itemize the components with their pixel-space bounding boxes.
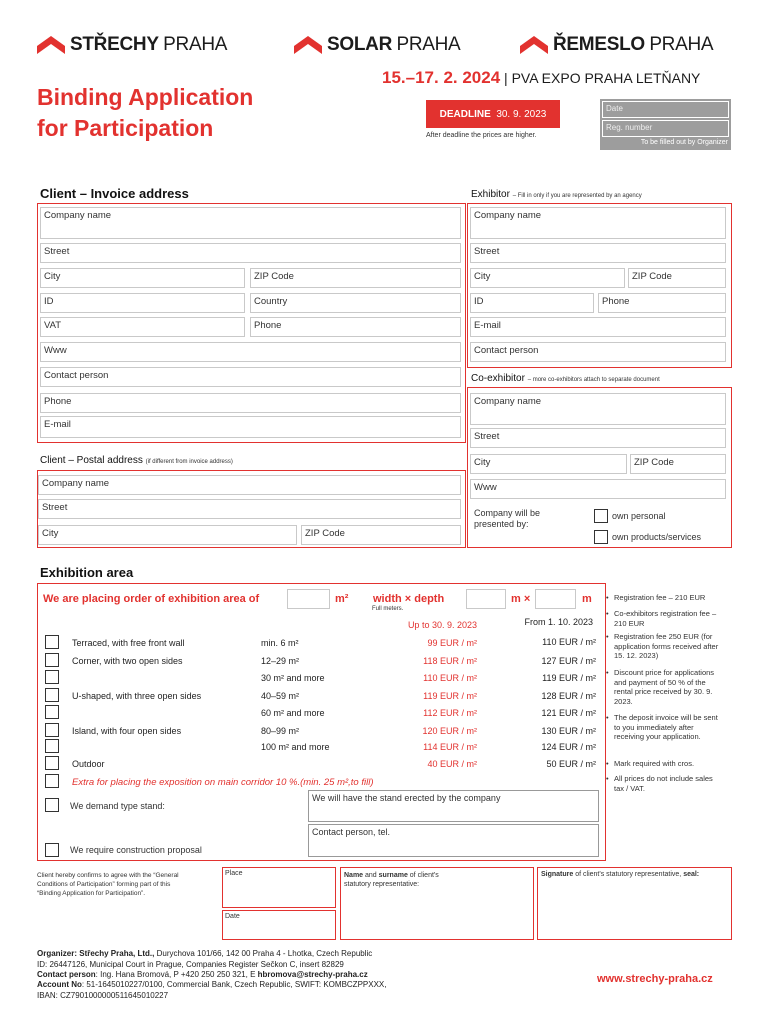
exhibitor-city-field[interactable]: City xyxy=(470,268,625,288)
footer-registration: ID: 26447126, Municipal Court in Prague, Companies Register Sečkon C, insert 82829 xyxy=(37,960,344,969)
client-contact-field[interactable]: Contact person xyxy=(40,367,461,387)
postal-company-field[interactable]: Company name xyxy=(38,475,461,495)
client-invoice-title: Client – Invoice address xyxy=(40,186,189,201)
depth-input[interactable] xyxy=(535,589,576,609)
postal-zip-field[interactable]: ZIP Code xyxy=(301,525,461,545)
exhibitor-zip-field[interactable]: ZIP Code xyxy=(628,268,726,288)
footer-organizer: Organizer: Střechy Praha, Ltd., Durychova 101/66, 142 00 Praha 4 - Lhotka, Czech Republic xyxy=(37,949,373,958)
info-bullet: • Registration fee 250 EUR (for application forms received after 15. 12. 2023) xyxy=(614,632,724,661)
area-m2-input[interactable] xyxy=(287,589,330,609)
client-id-field[interactable]: ID xyxy=(40,293,245,313)
client-zip-field[interactable]: ZIP Code xyxy=(250,268,461,288)
client-country-field[interactable]: Country xyxy=(250,293,461,313)
client-postal-title: Client – Postal address (if different from invoice address) xyxy=(40,455,233,466)
date-sign-field[interactable]: Date xyxy=(222,910,336,940)
client-city-field[interactable]: City xyxy=(40,268,245,288)
construction-proposal-label: We require construction proposal xyxy=(70,845,202,855)
logo-solar: SOLAR PRAHA xyxy=(294,34,460,56)
island-80-99-checkbox[interactable] xyxy=(45,723,59,737)
exhibitor-phone-field[interactable]: Phone xyxy=(598,293,726,313)
order-area-label: We are placing order of exhibition area of xyxy=(43,593,260,605)
client-email-field[interactable]: E-mail xyxy=(40,416,461,438)
client-street-field[interactable]: Street xyxy=(40,243,461,263)
footer-contact: Contact person: Ing. Hana Bromová, P +420 250 250 321, E hbromova@strechy-praha.cz xyxy=(37,970,368,979)
deadline-badge: DEADLINE 30. 9. 2023 xyxy=(426,100,560,128)
corridor-extra-label: Extra for placing the exposition on main corridor 10 %.(min. 25 m²,to fill) xyxy=(72,777,374,788)
footer-account: Account No: 51-1645010227/0100, Commercial Bank, Czech Republic, SWIFT: KOMBCZPPXXX, xyxy=(37,980,387,989)
corner-30-checkbox[interactable] xyxy=(45,670,59,684)
signature-field[interactable]: Signature of client's statutory representative, seal: xyxy=(537,867,732,940)
coexhibitor-zip-field[interactable]: ZIP Code xyxy=(630,454,726,474)
width-input[interactable] xyxy=(466,589,506,609)
confirm-text: Client hereby confirms to agree with the “General Conditions of Participation” forming part of this “Binding Application for Participation”. xyxy=(37,872,179,897)
roof-logo-icon xyxy=(520,35,548,55)
outdoor-checkbox[interactable] xyxy=(45,756,59,770)
width-depth-label: width × depth xyxy=(373,593,445,605)
terraced-checkbox[interactable] xyxy=(45,635,59,649)
corner-12-29-checkbox[interactable] xyxy=(45,653,59,667)
info-bullet: • The deposit invoice will be sent to you immediately after receiving your application. xyxy=(614,713,724,742)
corridor-extra-checkbox[interactable] xyxy=(45,774,59,788)
type-stand-label: We demand type stand: xyxy=(70,801,165,811)
coexhibitor-company-field[interactable]: Company name xyxy=(470,393,726,425)
info-bullet: • Co-exhibitors registration fee – 210 EUR xyxy=(614,609,724,628)
contact-email-link[interactable]: hbromova@strechy-praha.cz xyxy=(257,970,368,979)
postal-street-field[interactable]: Street xyxy=(38,499,461,519)
island-100-checkbox[interactable] xyxy=(45,739,59,753)
stand-contact-field[interactable]: Contact person, tel. xyxy=(308,824,599,857)
exhibitor-email-field[interactable]: E-mail xyxy=(470,317,726,337)
event-dates: 15.–17. 2. 2024 | PVA EXPO PRAHA LETŇANY xyxy=(382,68,701,87)
construction-proposal-checkbox[interactable] xyxy=(45,843,59,857)
client-www-field[interactable]: Www xyxy=(40,342,461,362)
info-bullet: • Mark required with cros. xyxy=(614,759,724,769)
place-field[interactable]: Place xyxy=(222,867,336,908)
exhibitor-title: Exhibitor – Fill in only if you are represented by an agency xyxy=(471,189,642,200)
own-products-label: own products/services xyxy=(612,532,702,542)
coexhibitor-street-field[interactable]: Street xyxy=(470,428,726,448)
client-phone-top-field[interactable]: Phone xyxy=(250,317,461,337)
exhibitor-id-field[interactable]: ID xyxy=(470,293,594,313)
client-vat-field[interactable]: VAT xyxy=(40,317,245,337)
own-personal-checkbox[interactable] xyxy=(594,509,608,523)
info-bullet: • Registration fee – 210 EUR xyxy=(614,593,724,603)
client-phone-field[interactable]: Phone xyxy=(40,393,461,413)
exhibitor-contact-field[interactable]: Contact person xyxy=(470,342,726,362)
own-products-checkbox[interactable] xyxy=(594,530,608,544)
col-header-from: From 1. 10. 2023 xyxy=(524,617,593,627)
logo-strechy: STŘECHY PRAHA xyxy=(37,34,227,56)
exhibitor-street-field[interactable]: Street xyxy=(470,243,726,263)
stand-company-field[interactable]: We will have the stand erected by the company xyxy=(308,790,599,822)
coexhibitor-title: Co-exhibitor – more co-exhibitors attach to separate document xyxy=(471,373,660,384)
own-personal-label: own personal xyxy=(612,511,666,521)
postal-city-field[interactable]: City xyxy=(38,525,297,545)
info-bullet: • Discount price for applications and payment of 50 % of the rental price received by 30. 9. 2023. xyxy=(614,668,724,706)
date-field[interactable]: Date xyxy=(602,101,729,118)
coexhibitor-city-field[interactable]: City xyxy=(470,454,627,474)
representative-name-field[interactable]: Name and surname of client's statutory representative: xyxy=(340,867,534,940)
u-shaped-40-59-checkbox[interactable] xyxy=(45,688,59,702)
type-stand-checkbox[interactable] xyxy=(45,798,59,812)
coexhibitor-www-field[interactable]: Www xyxy=(470,479,726,499)
footer-iban: IBAN: CZ7901000000511645010227 xyxy=(37,991,169,1000)
col-header-upto: Up to 30. 9. 2023 xyxy=(407,620,477,630)
roof-logo-icon xyxy=(37,35,65,55)
presented-by-label: Company will be presented by: xyxy=(474,508,541,529)
reg-number-field[interactable]: Reg. number xyxy=(602,120,729,137)
exhibitor-company-field[interactable]: Company name xyxy=(470,207,726,239)
page-title: Binding Application for Participation xyxy=(37,84,254,141)
client-company-field[interactable]: Company name xyxy=(40,207,461,239)
logo-remeslo: ŘEMESLO PRAHA xyxy=(520,34,713,56)
info-bullet: • All prices do not include sales tax / VAT. xyxy=(614,774,724,793)
organizer-box: Date Reg. number To be filled out by Organizer xyxy=(600,99,731,150)
u-shaped-60-checkbox[interactable] xyxy=(45,705,59,719)
roof-logo-icon xyxy=(294,35,322,55)
deadline-note: After deadline the prices are higher. xyxy=(426,132,537,139)
exhibition-area-title: Exhibition area xyxy=(40,565,134,580)
website-link[interactable]: www.strechy-praha.cz xyxy=(597,973,713,985)
